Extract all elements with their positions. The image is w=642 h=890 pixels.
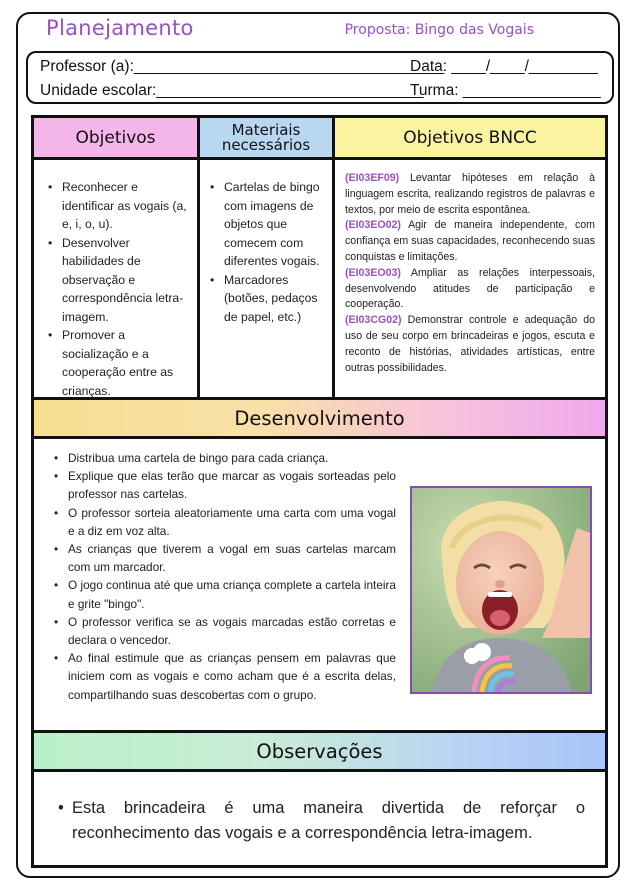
observacoes-list <box>58 796 585 846</box>
observacoes-cell <box>34 772 605 865</box>
bncc-text: Agir de maneira independente, com confiança em suas capacidades, reconhecendo suas conquistas e limitações. <box>345 219 595 263</box>
bncc-code: (EI03CG02) <box>345 314 402 327</box>
materiais-header <box>200 118 335 160</box>
bncc-code: (EI03EO02) <box>345 219 401 232</box>
list-item: • Desenvolver habilidades de observação e correspondência letra-imagem. <box>48 234 189 327</box>
bncc-item <box>345 218 595 265</box>
school-unit-field[interactable]: Unidade escolar:_______________________________ <box>40 82 424 99</box>
list-item: • Distribua uma cartela de bingo para cada criança. <box>54 449 396 467</box>
page-title: Planejamento <box>46 16 194 40</box>
date-field[interactable]: Data: ____/____/________ <box>410 58 598 75</box>
list-item: • Promover a socialização e a cooperação entre as crianças. <box>48 326 189 400</box>
child-photo <box>410 486 592 694</box>
list-item: • Marcadores (botões, pedaços de papel, etc.) <box>210 271 328 327</box>
bncc-text: Demonstrar controle e adequação do uso de seu corpo em brincadeiras e jogos, escuta e reconto de histórias, atividades artísticas, entre outras possibilidades. <box>345 314 595 374</box>
list-item: • O professor verifica se as vogais marcadas estão corretas e declara o vencedor. <box>54 613 396 649</box>
class-field[interactable]: Turma: ________________ <box>410 82 601 99</box>
list-item: • Esta brincadeira é uma maneira divertida de reforçar o reconhecimento das vogais e a correspondência letra-imagem. <box>58 796 585 846</box>
list-item: • Cartelas de bingo com imagens de objetos que comecem com diferentes vogais. <box>210 178 328 271</box>
bncc-item <box>345 266 595 313</box>
materiais-list <box>210 178 328 326</box>
list-item: • Explique que elas terão que marcar as vogais sorteadas pelo professor nas cartelas. <box>54 467 396 503</box>
professor-field[interactable]: Professor (a):____________________________________ <box>40 58 445 75</box>
objetivos-cell <box>34 160 200 397</box>
teacher-info-box <box>26 51 614 104</box>
proposal-title: Proposta: Bingo das Vogais <box>344 22 534 38</box>
list-item: • As crianças que tiverem a vogal em suas cartelas marcam com um marcador. <box>54 540 396 576</box>
bncc-code: (EI03EF09) <box>345 172 400 184</box>
bncc-item <box>345 313 595 376</box>
list-item: • Ao final estimule que as crianças pensem em palavras que iniciem com as vogais e como acham que é a escrita delas, compartilhando suas descobertas com o grupo. <box>54 649 396 704</box>
bncc-header: Objetivos BNCC <box>335 118 605 160</box>
desenvolvimento-list <box>54 449 396 704</box>
list-item: • Reconhecer e identificar as vogais (a, e, i, o, u). <box>48 178 189 234</box>
materiais-header-line1: Materiais <box>231 120 301 139</box>
bncc-text: Levantar hipóteses em relação à linguagem escrita, realizando registros de palavras e textos, por meio de escrita espontânea. <box>345 172 595 216</box>
bncc-cell <box>335 160 605 397</box>
child-photo-illustration <box>412 488 590 692</box>
desenvolvimento-cell <box>34 439 605 730</box>
materiais-header-line2: necessários <box>221 135 311 154</box>
observacoes-header: Observações <box>34 730 605 772</box>
bncc-item <box>345 171 595 218</box>
list-item: • O jogo continua até que uma criança complete a cartela inteira e grite "bingo". <box>54 576 396 612</box>
planning-table <box>31 115 608 868</box>
objetivos-list <box>48 178 189 400</box>
materiais-cell <box>200 160 335 397</box>
desenvolvimento-header: Desenvolvimento <box>34 397 605 439</box>
objetivos-header: Objetivos <box>34 118 200 160</box>
bncc-text: Ampliar as relações interpessoais, desenvolvendo atitudes de participação e cooperação. <box>345 266 595 311</box>
bncc-code: (EI03EO03) <box>345 266 401 279</box>
list-item: • O professor sorteia aleatoriamente uma carta com uma vogal e a diz em voz alta. <box>54 504 396 540</box>
